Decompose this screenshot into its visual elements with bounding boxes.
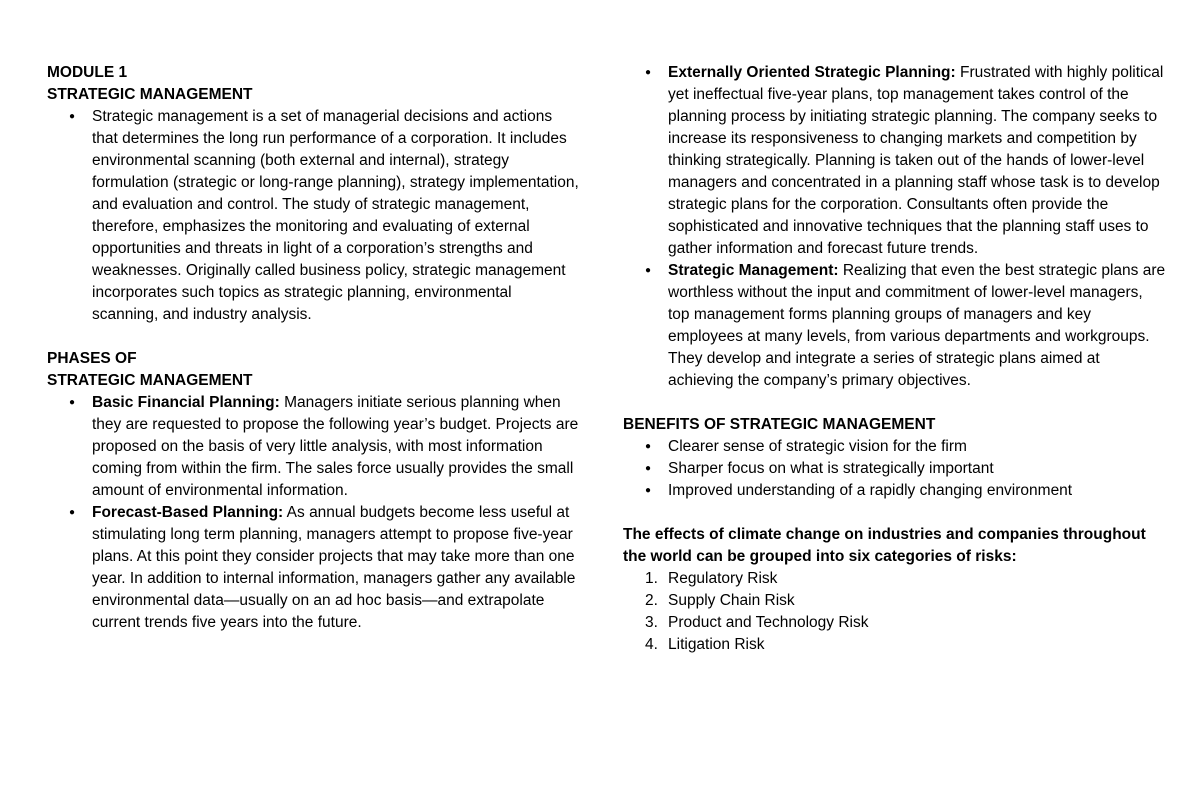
benefit-item: ● Improved understanding of a rapidly changing environment xyxy=(623,480,1168,502)
phase-term: Basic Financial Planning: xyxy=(92,394,280,411)
benefits-heading: BENEFITS OF STRATEGIC MANAGEMENT xyxy=(623,416,936,433)
risk-number: 2. xyxy=(645,592,658,609)
risk-label: Product and Technology Risk xyxy=(668,614,869,631)
spacer xyxy=(47,326,582,348)
phase-text: Realizing that even the best strategic plans are worthless without the input and commitment of lower-level managers, top management forms planning groups of managers and key employees at many levels, from various departments and workgroups. They develop and integrate a series of strategic plans aimed at achieving the company’s primary objectives. xyxy=(668,262,1166,389)
spacer xyxy=(623,392,1168,414)
risks-list xyxy=(623,568,1168,656)
phase-basic-financial-planning xyxy=(47,392,582,502)
right-column xyxy=(623,62,1168,656)
risk-label: Regulatory Risk xyxy=(668,570,778,587)
phase-externally-oriented-planning xyxy=(623,62,1168,260)
phases-heading-line1: PHASES OF xyxy=(47,350,137,367)
phase-term: Externally Oriented Strategic Planning: xyxy=(668,64,956,81)
intro-list xyxy=(47,106,582,326)
phase-term: Strategic Management: xyxy=(668,262,839,279)
phases-heading-line2: STRATEGIC MANAGEMENT xyxy=(47,372,253,389)
risk-number: 4. xyxy=(645,636,658,653)
benefit-item: ● Clearer sense of strategic vision for the firm xyxy=(623,436,1168,458)
spacer xyxy=(623,502,1168,524)
risk-item xyxy=(623,612,1168,634)
module-title: STRATEGIC MANAGEMENT xyxy=(47,86,253,103)
risk-label: Supply Chain Risk xyxy=(668,592,795,609)
risk-item xyxy=(623,590,1168,612)
benefits-list xyxy=(623,436,1168,502)
phase-text: Frustrated with highly political yet ineffectual five-year plans, top management takes control of the planning process by initiating strategic planning. The company seeks to increase its responsiveness to changing markets and competition by thinking strategically. Planning is taken out of the hands of lower-level managers and concentrated in a planning staff whose task is to develop strategic plans for the corporation. Consultants often provide the sophisticated and innovative techniques that the planning staff uses to gather information and forecast future trends. xyxy=(668,64,1164,257)
risk-item xyxy=(623,634,1168,656)
phases-list-right xyxy=(623,62,1168,392)
left-column xyxy=(47,62,582,634)
risk-number: 3. xyxy=(645,614,658,631)
phase-strategic-management xyxy=(623,260,1168,392)
climate-heading: The effects of climate change on industries and companies throughout the world can be grouped into six categories of risks: xyxy=(623,526,1146,565)
benefit-item: ● Sharper focus on what is strategically important xyxy=(623,458,1168,480)
risk-number: 1. xyxy=(645,570,658,587)
phase-forecast-based-planning xyxy=(47,502,582,634)
phase-text: Managers initiate serious planning when they are requested to propose the following year’s budget. Projects are proposed on the basis of very little analysis, with most information coming from within the firm. The sales force usually provides the small amount of environmental information. xyxy=(92,394,579,499)
phases-list-left xyxy=(47,392,582,634)
intro-bullet: ● Strategic management is a set of managerial decisions and actions that determines the long run performance of a corporation. It includes environmental scanning (both external and internal), strategy formulation (strategic or long-range planning), strategy implementation, and evaluation and control. The study of strategic management, therefore, emphasizes the monitoring and evaluating of external opportunities and threats in light of a corporation’s strengths and weaknesses. Originally called business policy, strategic management incorporates such topics as strategic planning, environmental scanning, and industry analysis. xyxy=(47,106,582,326)
phase-term: Forecast-Based Planning: xyxy=(92,504,284,521)
risk-label: Litigation Risk xyxy=(668,636,765,653)
module-label: MODULE 1 xyxy=(47,64,128,81)
phase-text: As annual budgets become less useful at stimulating long term planning, managers attempt to propose five-year plans. At this point they consider projects that may take more than one year. In addition to internal information, managers gather any available environmental data—usually on an ad hoc basis—and extrapolate current trends five years into the future. xyxy=(92,504,576,631)
risk-item xyxy=(623,568,1168,590)
